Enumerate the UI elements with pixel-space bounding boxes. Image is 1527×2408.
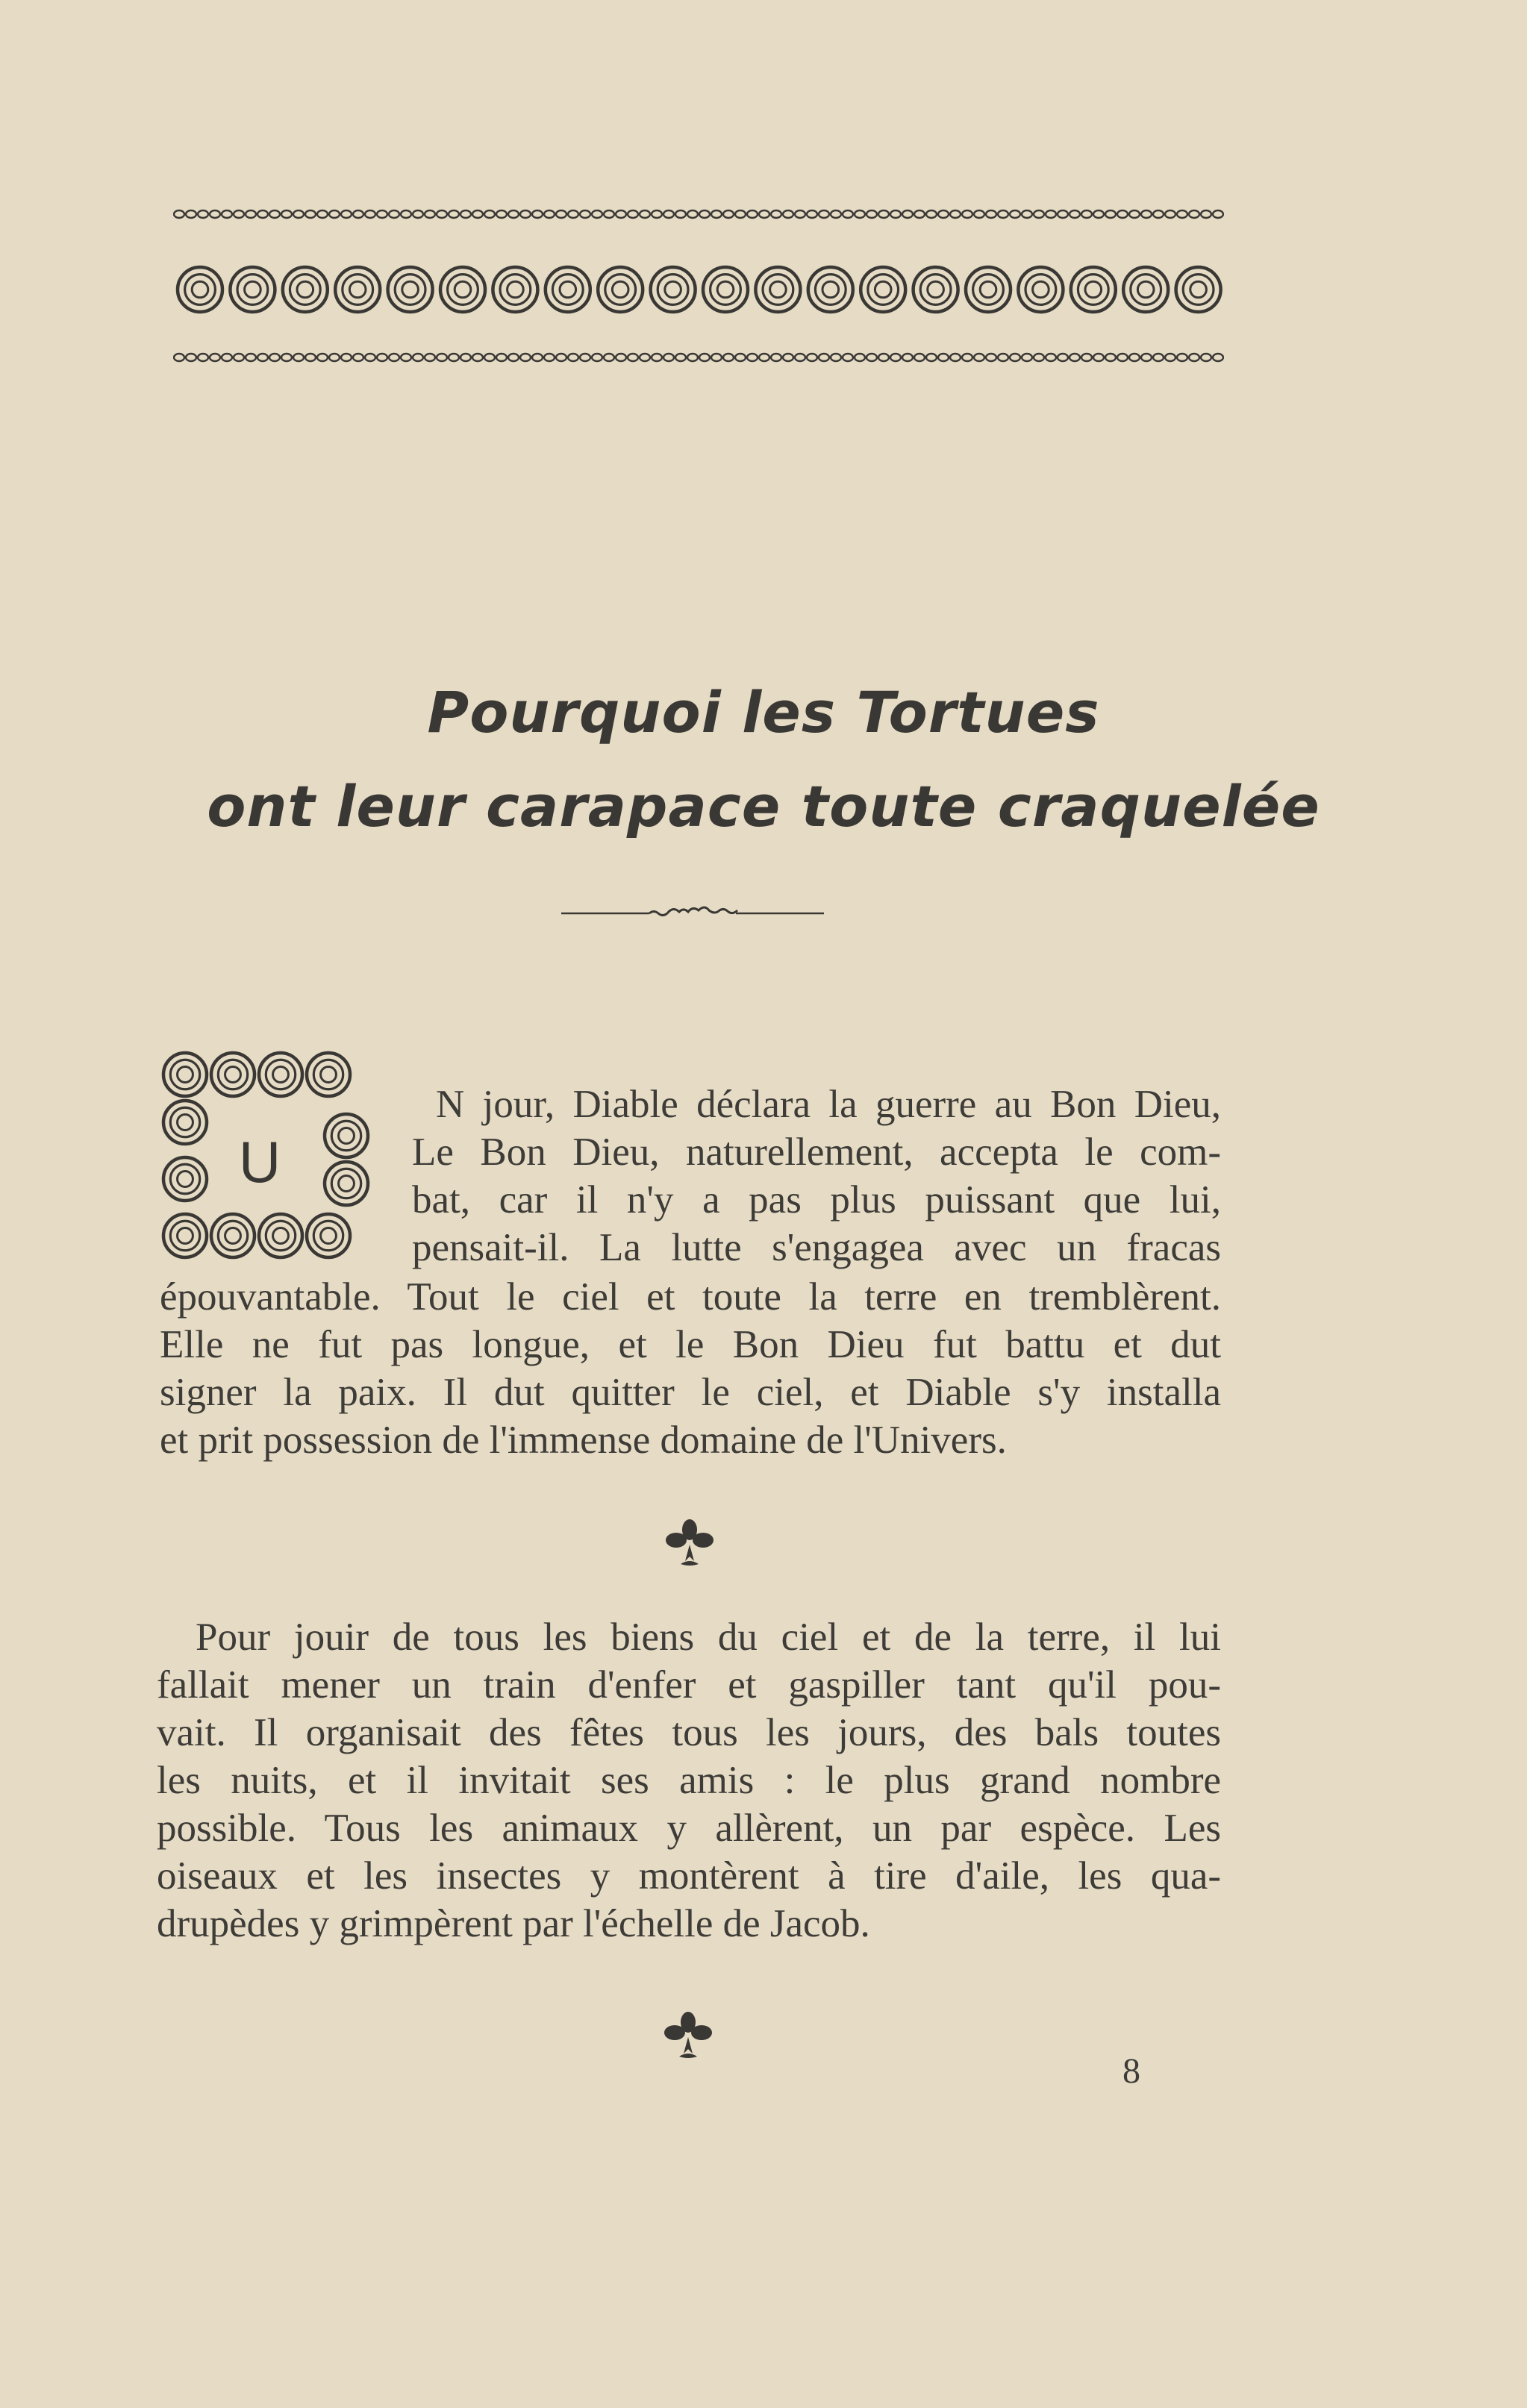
paragraph1-line: Elle ne fut pas longue, et le Bon Dieu fut battu et dut: [160, 1323, 1221, 1366]
paragraph1-line: pensait-il. La lutte s'engagea avec un fracas: [412, 1226, 1221, 1269]
ornamental-dropcap: [158, 1048, 375, 1264]
paragraph1-line: signer la paix. Il dut quitter le ciel, et Diable s'y installa: [160, 1371, 1221, 1414]
paragraph2-line: vait. Il organisait des fêtes tous les jours, des bals toutes: [157, 1711, 1221, 1754]
paragraph1-line: épouvantable. Tout le ciel et toute la terre en tremblèrent.: [160, 1275, 1221, 1319]
story-title-line-1: Pourquoi les Tortues: [427, 679, 1100, 745]
page-number: 8: [1122, 2051, 1140, 2091]
title-ornamental-rule: [561, 903, 824, 922]
story-title-line-2: ont leur carapace toute craquelée: [207, 773, 1320, 839]
paragraph1-line: bat, car il n'y a pas plus puissant que lui,: [412, 1178, 1221, 1222]
fleuron-ornament: [658, 2007, 718, 2067]
paragraph1-line: N jour, Diable déclara la guerre au Bon Dieu,: [436, 1083, 1221, 1126]
paragraph2-line: fallait mener un train d'enfer et gaspiller tant qu'il pou-: [157, 1663, 1221, 1707]
ornamental-circle-band: [173, 263, 1224, 316]
dropcap-letter: U: [238, 1129, 281, 1195]
paragraph2-line: possible. Tous les animaux y allèrent, un par espèce. Les: [157, 1807, 1221, 1850]
paragraph2-line: Pour jouir de tous les biens du ciel et de la terre, il lui: [196, 1616, 1221, 1659]
paragraph1-line: Le Bon Dieu, naturellement, accepta le com-: [412, 1130, 1221, 1174]
paragraph1-line: et prit possession de l'immense domaine de l'Univers.: [160, 1419, 1007, 1462]
paragraph2-line: oiseaux et les insectes y montèrent à tire d'aile, les qua-: [157, 1854, 1221, 1898]
ornamental-chain-bottom: [173, 352, 1224, 363]
fleuron-ornament: [660, 1515, 719, 1574]
paragraph2-line: les nuits, et il invitait ses amis : le plus grand nombre: [157, 1759, 1221, 1802]
paragraph2-line: drupèdes y grimpèrent par l'échelle de Jacob.: [157, 1902, 870, 1945]
ornamental-chain-top: [173, 209, 1224, 219]
